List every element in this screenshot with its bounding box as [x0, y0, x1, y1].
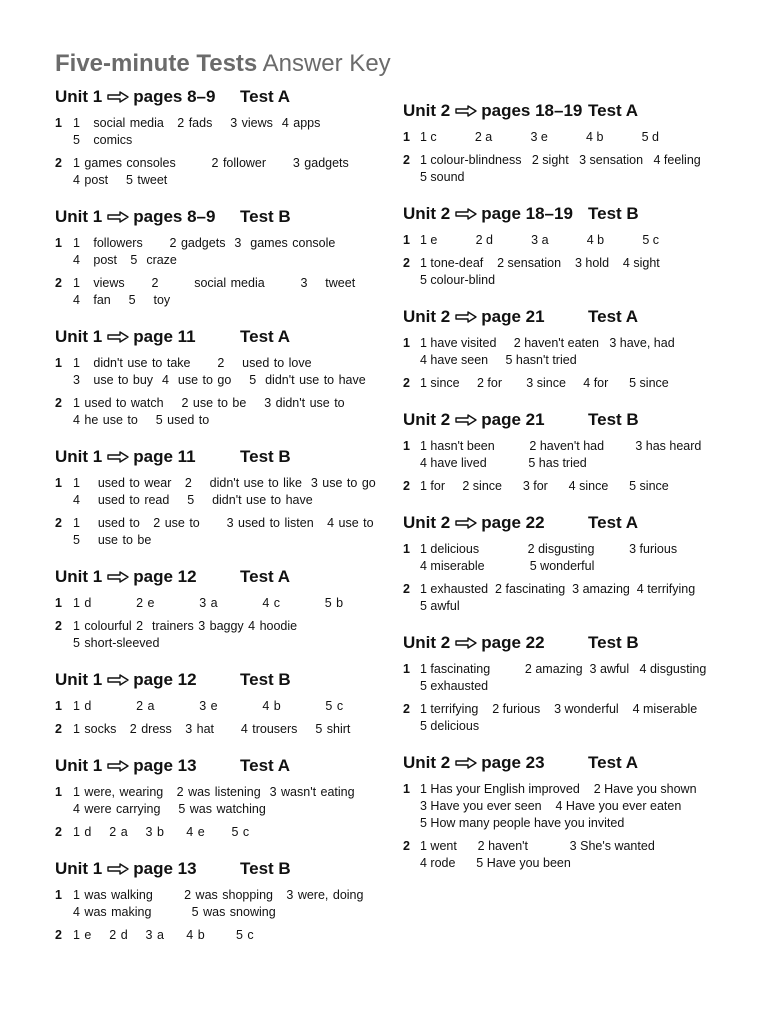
answer-line: 5 awful: [420, 599, 460, 613]
answer-line: 1 e 2 d 3 a 4 b 5 c: [73, 928, 254, 942]
unit-block: [55, 446, 380, 549]
unit-heading: [403, 100, 738, 122]
answer-line: 4 post 5 craze: [73, 253, 177, 267]
question-number: 2: [55, 619, 62, 633]
test-label: Test B: [588, 410, 639, 429]
test-label: Test B: [240, 670, 291, 689]
unit-label: Unit 1: [55, 859, 103, 878]
unit-heading: [403, 409, 738, 431]
answer-line: 5 sound: [420, 170, 465, 184]
test-label: Test B: [588, 204, 639, 223]
arrow-right-icon: [107, 87, 129, 109]
question-number: 1: [55, 699, 62, 713]
answer-line: 4 was making 5 was snowing: [73, 905, 276, 919]
question-number: 1: [403, 439, 410, 453]
unit-label: Unit 2: [403, 633, 451, 652]
question: [55, 698, 380, 715]
question: [403, 781, 738, 832]
question: [55, 595, 380, 612]
question-number: 1: [403, 662, 410, 676]
question-number: 1: [403, 782, 410, 796]
unit-block: [403, 100, 738, 186]
question: [55, 784, 380, 818]
answer-line: 5 delicious: [420, 719, 480, 733]
answer-line: 1 used to watch 2 use to be 3 didn't use to: [73, 396, 345, 410]
question: [55, 355, 380, 389]
answer-line: 1 socks 2 dress 3 hat 4 trousers 5 shirt: [73, 722, 351, 736]
answer-line: 1 d 2 e 3 a 4 c 5 b: [73, 596, 344, 610]
question: [55, 721, 380, 738]
answer-line: 5 comics: [73, 133, 133, 147]
unit-label: Unit 1: [55, 447, 103, 466]
test-label: Test A: [588, 307, 639, 326]
unit-block: [55, 669, 380, 738]
unit-block: [403, 203, 738, 289]
test-label: Test A: [588, 513, 639, 532]
arrow-right-icon: [107, 567, 129, 589]
answer-line: 1 was walking 2 was shopping 3 were, doing: [73, 888, 364, 902]
question-number: 2: [403, 702, 410, 716]
question: [403, 478, 738, 495]
unit-block: [403, 306, 738, 392]
pages-label: page 21: [481, 410, 545, 429]
unit-heading: [55, 86, 380, 108]
question: [55, 115, 380, 149]
question: [403, 232, 738, 249]
question-number: 2: [403, 153, 410, 167]
question: [55, 824, 380, 841]
arrow-right-icon: [455, 753, 477, 775]
answer-line: 5 How many people have you invited: [420, 816, 625, 830]
answer-line: 1 d 2 a 3 e 4 b 5 c: [73, 699, 344, 713]
answer-line: 4 fan 5 toy: [73, 293, 171, 307]
answer-line: 1 c 2 a 3 e 4 b 5 d: [420, 130, 659, 144]
pages-label: pages 18–19: [481, 101, 583, 120]
unit-label: Unit 1: [55, 756, 103, 775]
arrow-right-icon: [455, 101, 477, 123]
arrow-right-icon: [107, 670, 129, 692]
question: [403, 541, 738, 575]
answer-line: 1 terrifying 2 furious 3 wonderful 4 miserable: [420, 702, 698, 716]
question-number: 1: [55, 116, 62, 130]
test-label: Test A: [240, 567, 291, 586]
unit-heading: [403, 752, 738, 774]
pages-label: pages 8–9: [133, 207, 216, 226]
question-number: 1: [403, 130, 410, 144]
answer-line: 5 exhausted: [420, 679, 489, 693]
answer-line: 4 were carrying 5 was watching: [73, 802, 266, 816]
pages-label: page 11: [133, 327, 196, 346]
question: [403, 838, 738, 872]
answer-line: 1 games consoles 2 follower 3 gadgets: [73, 156, 349, 170]
unit-label: Unit 2: [403, 204, 451, 223]
question-number: 2: [403, 839, 410, 853]
question: [55, 618, 380, 652]
question: [55, 515, 380, 549]
question-number: 2: [55, 516, 62, 530]
unit-label: Unit 1: [55, 87, 103, 106]
question-number: 2: [55, 396, 62, 410]
unit-heading: [55, 446, 380, 468]
arrow-right-icon: [107, 859, 129, 881]
arrow-right-icon: [455, 410, 477, 432]
answer-line: 1 views 2 social media 3 tweet: [73, 276, 356, 290]
question-number: 2: [403, 479, 410, 493]
unit-heading: [403, 512, 738, 534]
answer-line: 3 Have you ever seen 4 Have you ever eaten: [420, 799, 682, 813]
answer-line: 1 social media 2 fads 3 views 4 apps: [73, 116, 321, 130]
pages-label: page 23: [481, 753, 545, 772]
question-number: 1: [403, 233, 410, 247]
unit-heading: [55, 566, 380, 588]
test-label: Test A: [240, 756, 291, 775]
pages-label: page 22: [481, 513, 545, 532]
question-number: 2: [55, 156, 62, 170]
question: [403, 129, 738, 146]
question-number: 2: [403, 256, 410, 270]
answer-line: 1 followers 2 gadgets 3 games console: [73, 236, 336, 250]
unit-heading: [55, 858, 380, 880]
answer-line: 5 colour-blind: [420, 273, 496, 287]
question: [55, 887, 380, 921]
unit-block: [403, 409, 738, 495]
answer-line: 4 have seen 5 hasn't tried: [420, 353, 577, 367]
question-number: 2: [403, 582, 410, 596]
unit-label: Unit 2: [403, 513, 451, 532]
answer-line: 1 colourful 2 trainers 3 baggy 4 hoodie: [73, 619, 298, 633]
unit-heading: [403, 632, 738, 654]
pages-label: page 13: [133, 859, 197, 878]
unit-heading: [55, 669, 380, 691]
question: [55, 235, 380, 269]
question: [55, 475, 380, 509]
question: [55, 155, 380, 189]
unit-block: [55, 326, 380, 429]
arrow-right-icon: [455, 633, 477, 655]
unit-block: [55, 858, 380, 944]
answer-line: 1 used to wear 2 didn't use to like 3 use to go: [73, 476, 376, 490]
question-number: 1: [55, 476, 62, 490]
pages-label: page 11: [133, 447, 196, 466]
unit-heading: [403, 306, 738, 328]
unit-block: [403, 752, 738, 872]
question: [403, 701, 738, 735]
question: [55, 927, 380, 944]
page-title-rest: Answer Key: [262, 50, 391, 77]
pages-label: page 21: [481, 307, 545, 326]
answer-line: 1 e 2 d 3 a 4 b 5 c: [420, 233, 659, 247]
test-label: Test A: [588, 101, 639, 120]
question-number: 2: [55, 722, 62, 736]
unit-heading: [55, 326, 380, 348]
answer-line: 1 d 2 a 3 b 4 e 5 c: [73, 825, 250, 839]
unit-block: [403, 632, 738, 735]
answer-line: 1 have visited 2 haven't eaten 3 have, had: [420, 336, 675, 350]
unit-label: Unit 1: [55, 670, 103, 689]
question-number: 2: [403, 376, 410, 390]
test-label: Test B: [240, 447, 291, 466]
pages-label: page 18–19: [481, 204, 573, 223]
pages-label: pages 8–9: [133, 87, 216, 106]
question: [403, 255, 738, 289]
answer-line: 1 tone-deaf 2 sensation 3 hold 4 sight: [420, 256, 660, 270]
question: [403, 438, 738, 472]
arrow-right-icon: [455, 307, 477, 329]
pages-label: page 13: [133, 756, 197, 775]
answer-line: 4 rode 5 Have you been: [420, 856, 571, 870]
answer-line: 1 used to 2 use to 3 used to listen 4 use to: [73, 516, 374, 530]
unit-block: [55, 755, 380, 841]
answer-line: 3 use to buy 4 use to go 5 didn't use to have: [73, 373, 366, 387]
question-number: 1: [55, 236, 62, 250]
answer-line: 4 used to read 5 didn't use to have: [73, 493, 313, 507]
unit-block: [55, 86, 380, 189]
question-number: 1: [55, 596, 62, 610]
answer-line: 5 use to be: [73, 533, 152, 547]
unit-block: [55, 566, 380, 652]
answer-line: 4 post 5 tweet: [73, 173, 168, 187]
pages-label: page 12: [133, 567, 197, 586]
right-column: [403, 100, 738, 889]
test-label: Test B: [240, 859, 291, 878]
arrow-right-icon: [107, 447, 129, 469]
unit-label: Unit 2: [403, 101, 451, 120]
answer-line: 1 Has your English improved 2 Have you shown: [420, 782, 697, 796]
answer-line: 1 exhausted 2 fascinating 3 amazing 4 terrifying: [420, 582, 696, 596]
unit-label: Unit 2: [403, 410, 451, 429]
question-number: 1: [403, 336, 410, 350]
unit-block: [403, 512, 738, 615]
question-number: 2: [55, 825, 62, 839]
arrow-right-icon: [455, 513, 477, 535]
question: [403, 661, 738, 695]
question: [403, 335, 738, 369]
question-number: 1: [403, 542, 410, 556]
test-label: Test A: [588, 753, 639, 772]
answer-line: 1 delicious 2 disgusting 3 furious: [420, 542, 678, 556]
answer-line: 1 colour-blindness 2 sight 3 sensation 4 feeling: [420, 153, 701, 167]
unit-heading: [55, 755, 380, 777]
question-number: 2: [55, 928, 62, 942]
test-label: Test B: [240, 207, 291, 226]
answer-line: 1 hasn't been 2 haven't had 3 has heard: [420, 439, 702, 453]
left-column: [55, 86, 380, 961]
answer-line: 1 for 2 since 3 for 4 since 5 since: [420, 479, 669, 493]
arrow-right-icon: [107, 756, 129, 778]
arrow-right-icon: [107, 327, 129, 349]
pages-label: page 12: [133, 670, 197, 689]
test-label: Test A: [240, 327, 291, 346]
answer-line: 1 fascinating 2 amazing 3 awful 4 disgusting: [420, 662, 707, 676]
answer-line: 4 have lived 5 has tried: [420, 456, 587, 470]
unit-label: Unit 2: [403, 753, 451, 772]
answer-line: 1 since 2 for 3 since 4 for 5 since: [420, 376, 669, 390]
unit-heading: [403, 203, 738, 225]
arrow-right-icon: [455, 204, 477, 226]
question: [403, 581, 738, 615]
answer-line: 1 went 2 haven't 3 She's wanted: [420, 839, 655, 853]
test-label: Test B: [588, 633, 639, 652]
answer-line: 4 he use to 5 used to: [73, 413, 210, 427]
page-title-bold: Five-minute Tests: [55, 50, 258, 77]
answer-line: 5 short-sleeved: [73, 636, 160, 650]
test-label: Test A: [240, 87, 291, 106]
answer-line: 4 miserable 5 wonderful: [420, 559, 595, 573]
question-number: 1: [55, 888, 62, 902]
question-number: 1: [55, 356, 62, 370]
answer-line: 1 didn't use to take 2 used to love: [73, 356, 312, 370]
page-title: [55, 50, 391, 78]
question-number: 2: [55, 276, 62, 290]
unit-heading: [55, 206, 380, 228]
pages-label: page 22: [481, 633, 545, 652]
arrow-right-icon: [107, 207, 129, 229]
question: [403, 152, 738, 186]
unit-label: Unit 1: [55, 327, 103, 346]
unit-label: Unit 1: [55, 567, 103, 586]
question: [403, 375, 738, 392]
unit-label: Unit 2: [403, 307, 451, 326]
question-number: 1: [55, 785, 62, 799]
unit-label: Unit 1: [55, 207, 103, 226]
question: [55, 275, 380, 309]
question: [55, 395, 380, 429]
answer-line: 1 were, wearing 2 was listening 3 wasn't eating: [73, 785, 355, 799]
unit-block: [55, 206, 380, 309]
